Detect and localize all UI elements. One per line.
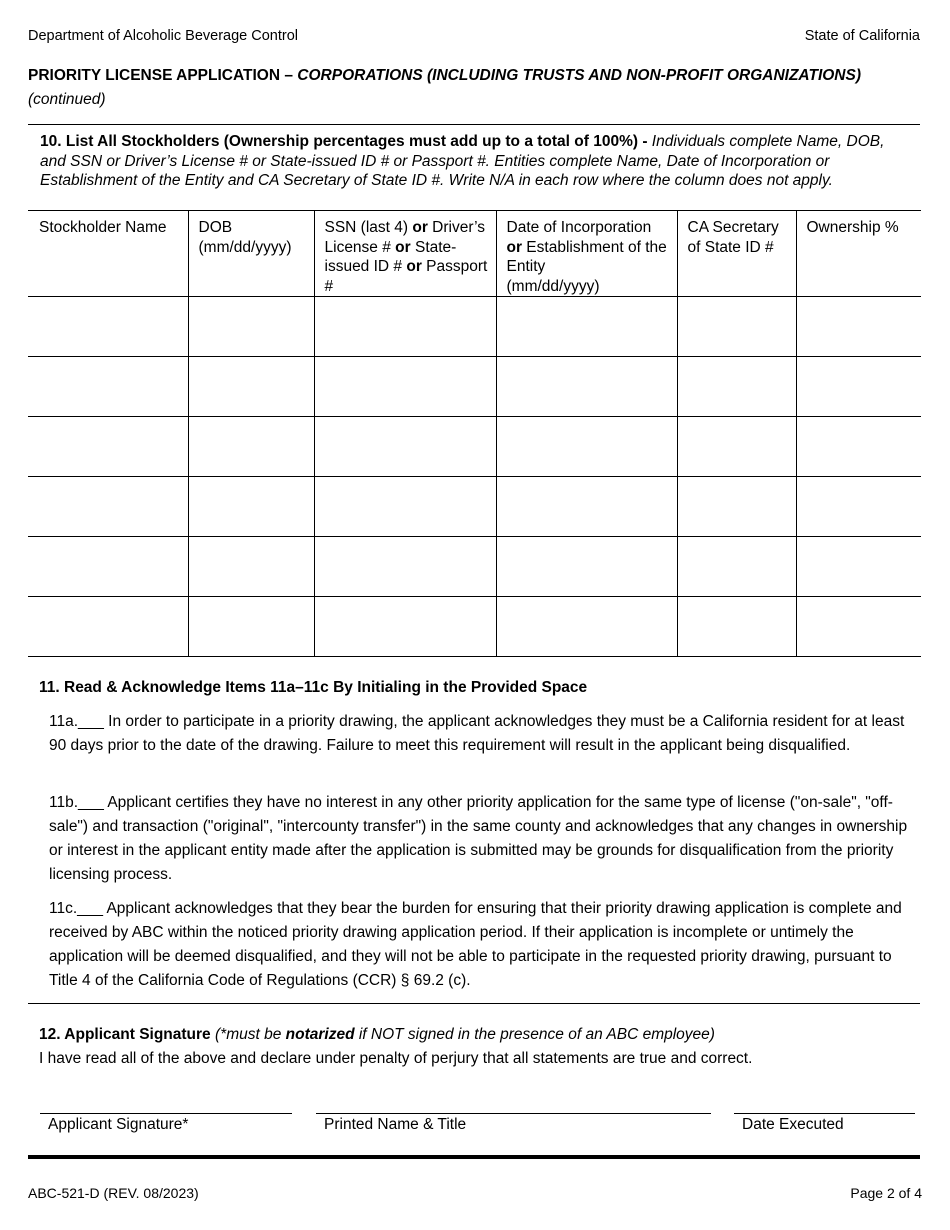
section-10-title: 10. List All Stockholders (Ownership percentages must add up to a total of 100%) - bbox=[40, 133, 652, 150]
signature-label: Applicant Signature* bbox=[48, 1116, 189, 1133]
notary-note-pre: (*must be bbox=[210, 1026, 286, 1043]
ownership-input[interactable] bbox=[796, 297, 921, 357]
ownership-input[interactable] bbox=[796, 357, 921, 417]
stockholder-name-input[interactable] bbox=[28, 597, 188, 657]
dob-input[interactable] bbox=[188, 297, 314, 357]
sos-id-input[interactable] bbox=[677, 297, 796, 357]
sos-id-input[interactable] bbox=[677, 537, 796, 597]
page-number: Page 2 of 4 bbox=[850, 1185, 922, 1201]
stockholder-name-input[interactable] bbox=[28, 357, 188, 417]
dob-input[interactable] bbox=[188, 477, 314, 537]
dob-input[interactable] bbox=[188, 417, 314, 477]
col-header-ownership: Ownership % bbox=[796, 211, 921, 297]
date-executed-label: Date Executed bbox=[742, 1116, 844, 1133]
acknowledgement-11b[interactable]: 11b.___ Applicant certifies they have no interest in any other priority application for the same type of license ("on-sale", "off-sale") and transaction ("original", "intercounty transfer") in the same county and acknowledges that any changes in ownership or interest in the applicant entity made after the application is submitted may be grounds for disqualification from the priority licensing process. bbox=[49, 794, 908, 883]
col-header-stockholder-name: Stockholder Name bbox=[28, 211, 188, 297]
col-header-incorporation-date: Date of Incorporation or Establishment of the Entity (mm/dd/yyyy) bbox=[496, 211, 677, 297]
dob-input[interactable] bbox=[188, 597, 314, 657]
ownership-input[interactable] bbox=[796, 537, 921, 597]
section-10-instructions: Individuals complete Name, DOB, and SSN or Driver’s License # or State-issued ID # or Passport #. Entities complete Name, Date of Incorporation or Establishment of the Entity and CA Secretary of State ID #. Write N/A in each row where the column does not apply. bbox=[40, 133, 885, 189]
dob-input[interactable] bbox=[188, 537, 314, 597]
id-number-input[interactable] bbox=[314, 417, 496, 477]
page-title bbox=[28, 64, 908, 112]
section-divider-12 bbox=[28, 1003, 920, 1004]
table-header-row bbox=[28, 211, 921, 297]
section-11-heading: 11. Read & Acknowledge Items 11a–11c By Initialing in the Provided Space bbox=[39, 679, 588, 696]
sos-id-input[interactable] bbox=[677, 417, 796, 477]
col-header-dob: DOB (mm/dd/yyyy) bbox=[188, 211, 314, 297]
ownership-input[interactable] bbox=[796, 417, 921, 477]
section-12-heading bbox=[39, 1025, 715, 1045]
department-name: Department of Alcoholic Beverage Control bbox=[28, 28, 299, 44]
incorporation-date-input[interactable] bbox=[496, 417, 677, 477]
printed-name-field[interactable] bbox=[316, 1113, 711, 1114]
ownership-input[interactable] bbox=[796, 477, 921, 537]
incorporation-date-input[interactable] bbox=[496, 357, 677, 417]
signature-field[interactable] bbox=[40, 1113, 292, 1114]
id-number-input[interactable] bbox=[314, 537, 496, 597]
footer-rule bbox=[28, 1155, 920, 1159]
stockholders-table bbox=[28, 210, 921, 657]
stockholder-name-input[interactable] bbox=[28, 417, 188, 477]
dob-input[interactable] bbox=[188, 357, 314, 417]
id-number-input[interactable] bbox=[314, 477, 496, 537]
incorporation-date-input[interactable] bbox=[496, 597, 677, 657]
sos-id-input[interactable] bbox=[677, 357, 796, 417]
incorporation-date-input[interactable] bbox=[496, 477, 677, 537]
incorporation-date-input[interactable] bbox=[496, 297, 677, 357]
date-executed-field[interactable] bbox=[734, 1113, 915, 1114]
section-10-heading bbox=[40, 132, 910, 191]
col-header-sos-id: CA Secretary of State ID # bbox=[677, 211, 796, 297]
title-main: PRIORITY LICENSE APPLICATION – bbox=[28, 67, 298, 84]
incorporation-date-input[interactable] bbox=[496, 537, 677, 597]
perjury-declaration: I have read all of the above and declare under penalty of perjury that all statements are true and correct. bbox=[39, 1050, 753, 1067]
title-entity-type: CORPORATIONS (INCLUDING TRUSTS AND NON-PROFIT ORGANIZATIONS) bbox=[297, 67, 861, 84]
stockholder-name-input[interactable] bbox=[28, 297, 188, 357]
printed-name-label: Printed Name & Title bbox=[324, 1116, 467, 1133]
state-name: State of California bbox=[804, 28, 920, 44]
table-row bbox=[28, 477, 921, 537]
acknowledgement-11c[interactable]: 11c.___ Applicant acknowledges that they bear the burden for ensuring that their priority drawing application is complete and received by ABC within the noticed priority drawing application period. If their application is incomplete or untimely the application will be deemed disqualified, and they will not be able to participate in the requested priority drawing, pursuant to Title 4 of the California Code of Regulations (CCR) § 69.2 (c). bbox=[49, 900, 902, 989]
section-12-title: 12. Applicant Signature bbox=[39, 1026, 211, 1043]
sos-id-input[interactable] bbox=[677, 477, 796, 537]
table-row bbox=[28, 417, 921, 477]
notary-note-post: if NOT signed in the presence of an ABC employee) bbox=[354, 1026, 715, 1043]
col-header-id-number: SSN (last 4) or Driver’s License # or State-issued ID # or Passport # bbox=[314, 211, 496, 297]
table-row bbox=[28, 597, 921, 657]
id-number-input[interactable] bbox=[314, 297, 496, 357]
ownership-input[interactable] bbox=[796, 597, 921, 657]
title-continued: (continued) bbox=[28, 91, 106, 108]
notary-note-bold: notarized bbox=[285, 1026, 355, 1043]
table-row bbox=[28, 357, 921, 417]
id-number-input[interactable] bbox=[314, 357, 496, 417]
stockholder-name-input[interactable] bbox=[28, 477, 188, 537]
table-row bbox=[28, 297, 921, 357]
table-row bbox=[28, 537, 921, 597]
stockholder-name-input[interactable] bbox=[28, 537, 188, 597]
sos-id-input[interactable] bbox=[677, 597, 796, 657]
acknowledgement-11a[interactable]: 11a.___ In order to participate in a priority drawing, the applicant acknowledges they must be a California resident for at least 90 days prior to the date of the drawing. Failure to meet this requirement will result in the applicant being disqualified. bbox=[49, 713, 905, 754]
form-number: ABC-521-D (REV. 08/2023) bbox=[28, 1185, 199, 1201]
id-number-input[interactable] bbox=[314, 597, 496, 657]
section-divider-top bbox=[28, 124, 920, 125]
